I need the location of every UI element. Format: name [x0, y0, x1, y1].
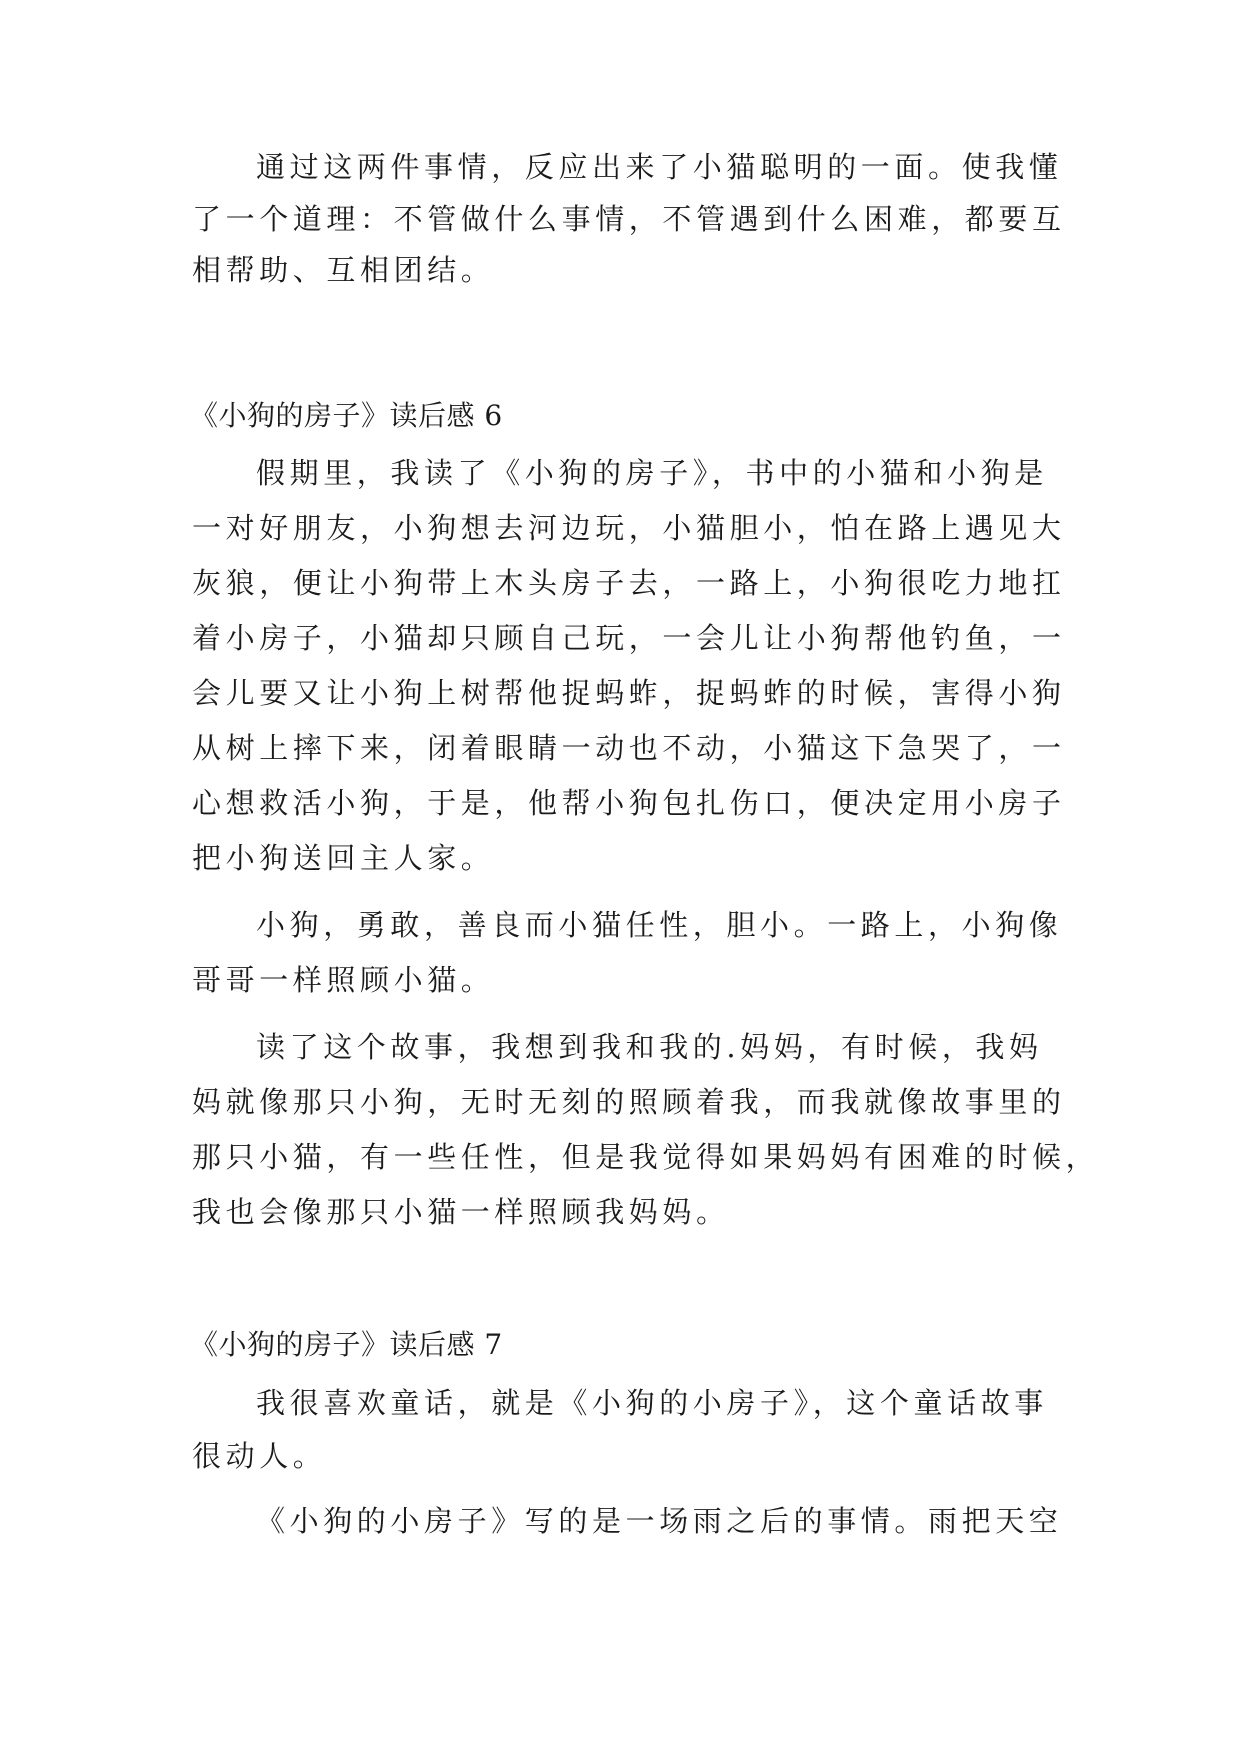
paragraph-line: 通过这两件事情，反应出来了小猫聪明的一面。使我懂 — [256, 150, 1063, 184]
paragraph-line: 了一个道理：不管做什么事情，不管遇到什么困难，都要互 — [192, 202, 1066, 236]
paragraph-line: 《小狗的小房子》写的是一场雨之后的事情。雨把天空 — [256, 1504, 1063, 1538]
paragraph-line: 把小狗送回主人家。 — [192, 841, 495, 875]
paragraph-line: 妈就像那只小狗，无时无刻的照顾着我，而我就像故事里的 — [192, 1085, 1066, 1119]
paragraph-line: 那只小猫，有一些任性，但是我觉得如果妈妈有困难的时候， — [192, 1140, 1100, 1174]
paragraph-line: 着小房子，小猫却只顾自己玩，一会儿让小狗帮他钓鱼，一 — [192, 621, 1066, 655]
paragraph-line: 相帮助、互相团结。 — [192, 253, 495, 287]
paragraph-line: 我很喜欢童话，就是《小狗的小房子》，这个童话故事 — [256, 1386, 1048, 1420]
paragraph-line: 假期里，我读了《小狗的房子》，书中的小猫和小狗是 — [256, 456, 1048, 490]
paragraph-line: 很动人。 — [192, 1439, 327, 1473]
paragraph-line: 我也会像那只小猫一样照顾我妈妈。 — [192, 1195, 730, 1229]
paragraph-line: 哥哥一样照顾小猫。 — [192, 963, 495, 997]
paragraph-line: 灰狼，便让小狗带上木头房子去，一路上，小狗很吃力地扛 — [192, 566, 1066, 600]
paragraph-line: 小狗，勇敢，善良而小猫任性，胆小。一路上，小狗像 — [256, 908, 1063, 942]
paragraph-line: 一对好朋友，小狗想去河边玩，小猫胆小，怕在路上遇见大 — [192, 511, 1066, 545]
paragraph-line: 心想救活小狗，于是，他帮小狗包扎伤口，便决定用小房子 — [192, 786, 1066, 820]
section-title: 《小狗的房子》读后感 6 — [190, 399, 503, 432]
section-title: 《小狗的房子》读后感 7 — [190, 1328, 503, 1361]
paragraph-line: 读了这个故事，我想到我和我的.妈妈，有时候，我妈 — [256, 1030, 1043, 1064]
paragraph-line: 会儿要又让小狗上树帮他捉蚂蚱，捉蚂蚱的时候，害得小狗 — [192, 676, 1066, 710]
paragraph-line: 从树上摔下来，闭着眼睛一动也不动，小猫这下急哭了，一 — [192, 731, 1066, 765]
